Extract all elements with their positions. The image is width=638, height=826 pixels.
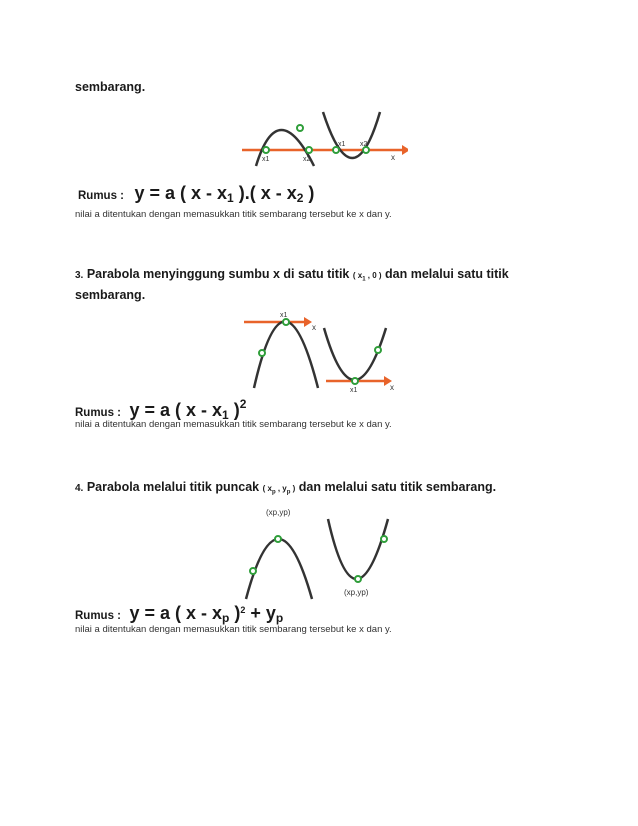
point-tangent-top: [283, 319, 289, 325]
heading-4: 4. Parabola melalui titik puncak ( $x_p$ , $y_p$ ) dan melalui satu titik sembarang.: [75, 480, 497, 496]
point-any-right: [381, 536, 387, 542]
point-x2: [306, 147, 312, 153]
formula-4: y = a ( x - $x_p$ )$^2 + y_p$: [129, 603, 284, 625]
note-4: nilai a ditentukan dengan memasukkan titik sembarang tersebut ke x dan y.: [75, 624, 392, 635]
rumus-4: [75, 603, 283, 625]
formula-2: y = a ( x - $x_1$ ).( x - $x_2$ ): [134, 183, 315, 205]
point-any-left: [250, 568, 256, 574]
formula-3: y = a ( x - $x_1$ )$^2$: [129, 397, 247, 422]
point-tangent-bottom: [352, 378, 358, 384]
point-any: [297, 125, 303, 131]
parabola-up: [324, 328, 386, 380]
x-axis-arrowhead: [402, 145, 408, 155]
label-x1-b: x1: [338, 141, 346, 148]
note-3: nilai a ditentukan dengan memasukkan titik sembarang tersebut ke x dan y.: [75, 419, 392, 430]
label-x1: x1: [262, 156, 270, 163]
point-any-right: [375, 347, 381, 353]
rumus-label: Rumus :: [75, 610, 121, 622]
intro-tail: sembarang.: [75, 80, 146, 94]
figure-vertex: [240, 505, 400, 605]
figure-two-roots: [238, 104, 408, 168]
heading-3: 3. Parabola menyinggung sumbu x di satu titik ( $x_1$ , 0 ) dan melalui satu titik sembarang.: [75, 267, 509, 302]
label-x: x: [391, 153, 395, 162]
label-x1-bottom: x1: [350, 387, 358, 392]
label-x1-top: x1: [280, 312, 288, 319]
rumus-label: Rumus :: [75, 407, 121, 419]
rumus-2: [78, 183, 314, 205]
label-vertex-bottom: (xp,yp): [344, 588, 369, 597]
note-2: nilai a ditentukan dengan memasukkan titik sembarang tersebut ke x dan y.: [75, 209, 392, 220]
label-x-top: x: [312, 323, 316, 332]
point-x1: [263, 147, 269, 153]
rumus-label: Rumus :: [78, 190, 124, 202]
tangent-arrowhead-top: [304, 317, 312, 327]
label-x2-b: x2: [360, 141, 368, 148]
label-x-bottom: x: [390, 383, 394, 392]
label-vertex-top: (xp,yp): [266, 508, 291, 517]
point-vertex-bottom: [355, 576, 361, 582]
point-any-left: [259, 350, 265, 356]
point-vertex-top: [275, 536, 281, 542]
parabola-up: [328, 519, 388, 579]
figure-tangent: [240, 310, 400, 392]
label-x2: x2: [303, 156, 311, 163]
